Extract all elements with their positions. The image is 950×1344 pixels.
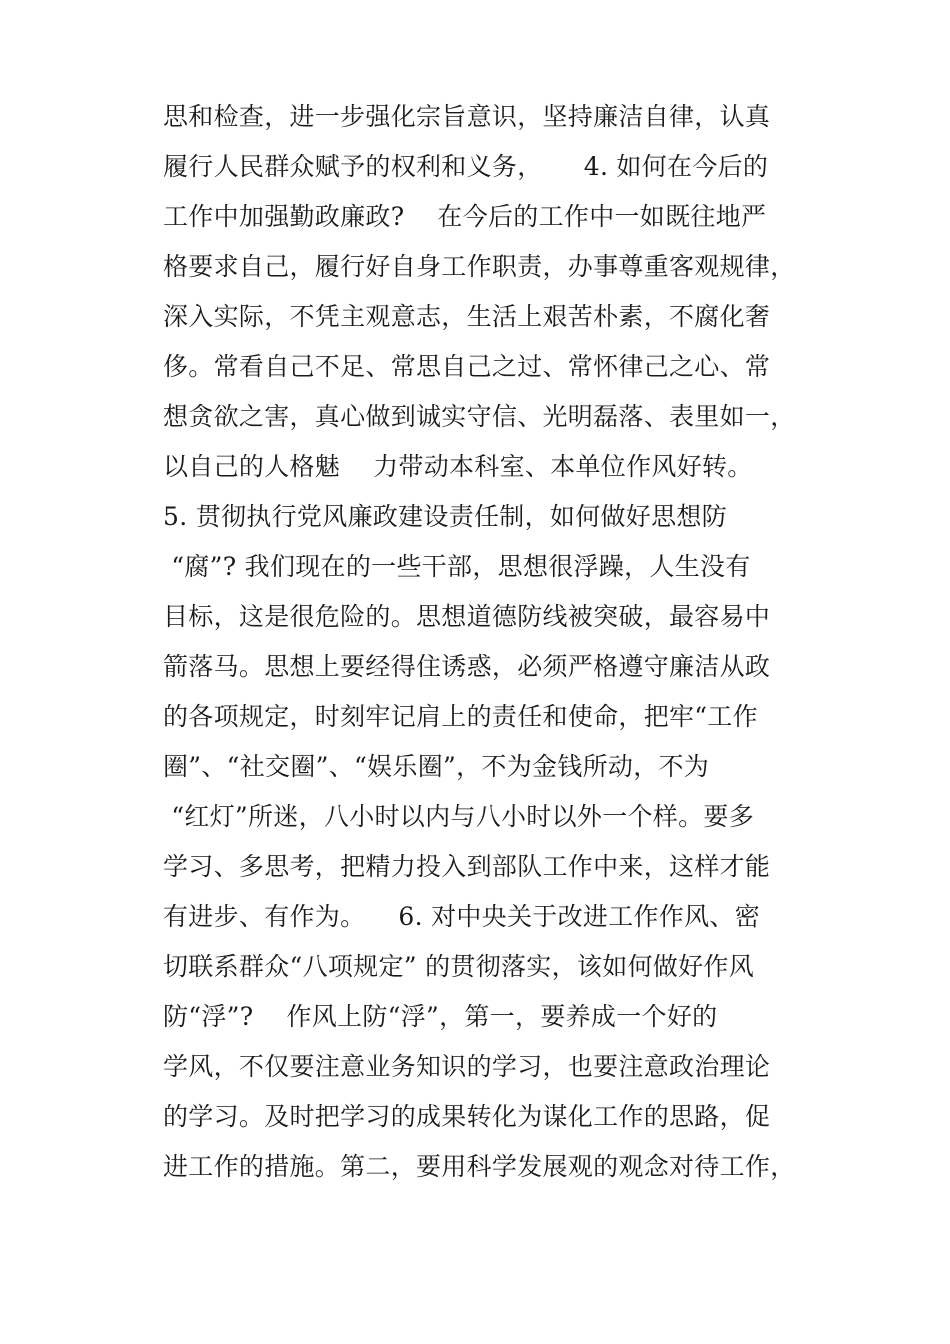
text-line: 的各项规定，时刻牢记肩上的责任和使命，把牢“工作 — [163, 702, 758, 731]
text-line: 防“浮”? 作风上防“浮”，第一，要养成一个好的 — [163, 1002, 718, 1031]
text-line: 工作中加强勤政廉政? 在今后的工作中一如既往地严 — [163, 202, 767, 231]
text-line: 切联系群众“八项规定” 的贯彻落实，该如何做好作风 — [163, 952, 755, 981]
text-line: 学风，不仅要注意业务知识的学习，也要注意政治理论 — [163, 1052, 771, 1081]
text-line: 深入实际，不凭主观意志，生活上艰苦朴素，不腐化奢 — [163, 302, 771, 331]
text-line: 进工作的措施。第二，要用科学发展观的观念对待工作， — [163, 1152, 796, 1181]
text-line: 学习、多思考，把精力投入到部队工作中来，这样才能 — [163, 852, 771, 881]
text-line: 以自己的人格魅 力带动本科室、本单位作风好转。 — [163, 452, 753, 481]
text-line: 侈。常看自己不足、常思自己之过、常怀律己之心、常 — [163, 352, 771, 381]
text-line: “红灯”所迷，八小时以内与八小时以外一个样。要多 — [163, 802, 755, 831]
text-line: 思和检查，进一步强化宗旨意识，坚持廉洁自律，认真 — [163, 102, 771, 131]
text-line: 5. 贯彻执行党风廉政建设责任制，如何做好思想防 — [163, 502, 728, 531]
text-line: 箭落马。思想上要经得住诱惑，必须严格遵守廉洁从政 — [163, 652, 771, 681]
text-line: 想贪欲之害，真心做到诚实守信、光明磊落、表里如一， — [163, 402, 796, 431]
text-line: 目标，这是很危险的。思想道德防线被突破，最容易中 — [163, 602, 771, 631]
text-line: 圈”、“社交圈”、“娱乐圈”，不为金钱所动，不为 — [163, 752, 710, 781]
text-line: “腐”? 我们现在的一些干部，思想很浮躁，人生没有 — [163, 552, 751, 581]
body-text — [163, 92, 803, 1192]
text-line: 有进步、有作为。 6. 对中央关于改进工作作风、密 — [163, 902, 760, 931]
text-line: 的学习。及时把学习的成果转化为谋化工作的思路，促 — [163, 1102, 771, 1131]
text-line: 格要求自己，履行好自身工作职责，办事尊重客观规律， — [163, 252, 796, 281]
text-line: 履行人民群众赋予的权利和义务， 4. 如何在今后的 — [163, 152, 769, 181]
